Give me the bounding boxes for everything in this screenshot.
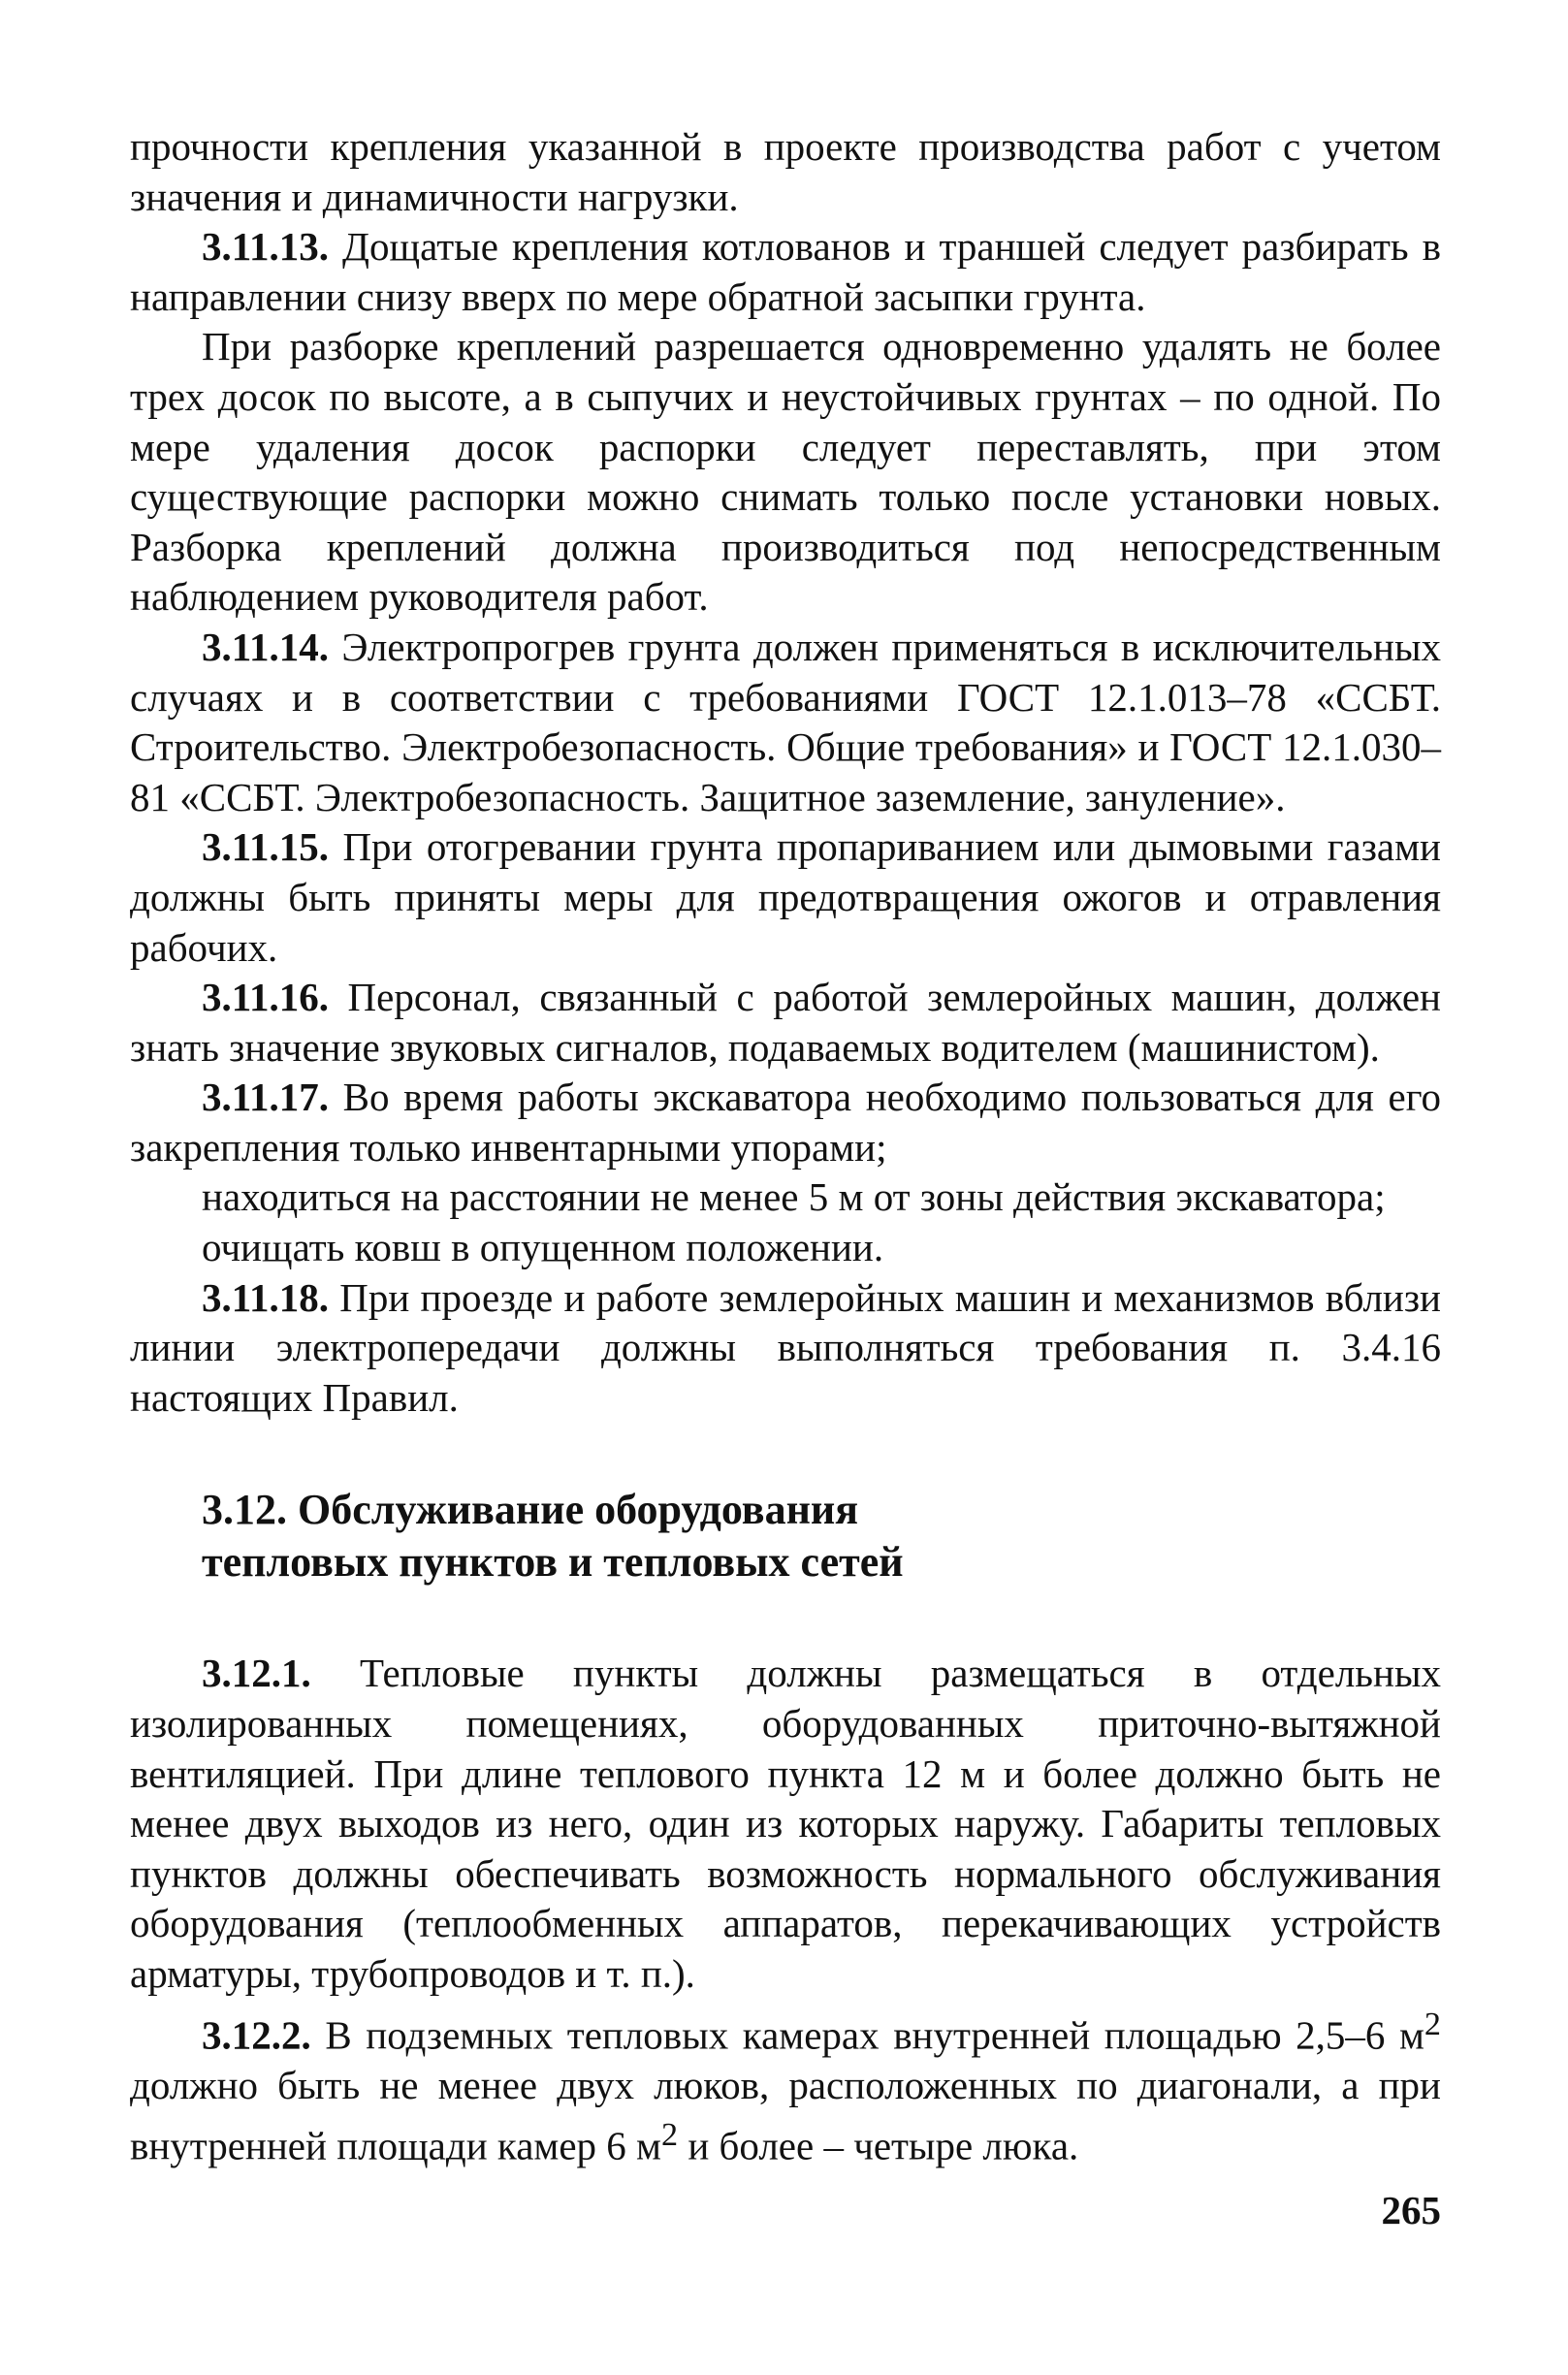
- clause-text-part: и более – четыре люка.: [678, 2124, 1079, 2169]
- clause-text: Дощатые крепления котлованов и траншей следует разбирать в направлении снизу вверх по мере обратной засыпки грунта.: [130, 224, 1441, 319]
- clause-text-part: должно быть не менее двух люков, расположенных по диагонали, а при внутренней площади камер 6 м: [130, 2062, 1441, 2169]
- clause-text: Во время работы экскаватора необходимо пользоваться для его закрепления только инвентарными упорами;: [130, 1075, 1441, 1170]
- clause-text-part: В подземных тепловых камерах внутренней площадью 2,5–6 м: [310, 2012, 1424, 2058]
- clause-number: 3.12.2.: [202, 2012, 311, 2058]
- paragraph: При разборке креплений разрешается одновременно удалять не более трех досок по высоте, а в сыпучих и неустойчивых грунтах – по одной. По мере удаления досок распорки следует переставлять, при этом существующие распорки можно снимать только после установки новых. Разборка креплений должна производиться под непосредственным наблюдением руководителя работ.: [130, 324, 1441, 620]
- clause-text: При проезде и работе землеройных машин и механизмов вблизи линии электропередачи должны выполняться требования п. 3.4.16 настоящих Правил.: [130, 1274, 1441, 1420]
- clause-3-12-1: [130, 1649, 1441, 1999]
- clause-number: 3.11.15.: [202, 824, 329, 870]
- clause-text: Персонал, связанный с работой землеройных машин, должен знать значение звуковых сигналов, подаваемых водителем (машинистом).: [130, 975, 1441, 1070]
- clause-text: При отогревании грунта пропариванием или дымовыми газами должны быть приняты меры для предотвращения ожогов и отравления рабочих.: [130, 824, 1441, 970]
- clause-text: Тепловые пункты должны размещаться в отдельных изолированных помещениях, оборудованных приточно-вытяжной вентиляцией. При длине теплового пункта 12 м и более должно быть не менее двух выходов из него, один из которых наружу. Габариты тепловых пунктов должны обеспечивать возможность нормального обслуживания оборудования (теплообменных аппаратов, перекачивающих устройств арматуры, трубопроводов и т. п.).: [130, 1651, 1441, 1996]
- superscript: 2: [661, 2117, 679, 2154]
- clause-number: 3.11.13.: [202, 224, 329, 270]
- clause-number: 3.11.14.: [202, 624, 329, 669]
- clause-3-11-13: [130, 222, 1441, 322]
- clause-3-11-16: [130, 973, 1441, 1073]
- page-number: 265: [1381, 2188, 1441, 2232]
- superscript: 2: [1424, 2006, 1441, 2042]
- paragraph: находиться на расстоянии не менее 5 м от зоны действия экскаватора;: [202, 1174, 1386, 1220]
- clause-3-11-17: [130, 1073, 1441, 1172]
- section-heading: [202, 1484, 1441, 1589]
- clause-3-11-18: [130, 1273, 1441, 1424]
- clause-number: 3.11.18.: [202, 1274, 329, 1320]
- section-heading-line-2: тепловых пунктов и тепловых сетей: [202, 1538, 904, 1587]
- clause-3-12-2: [130, 2000, 1441, 2172]
- document-page: [130, 122, 1441, 2172]
- clause-3-11-15: [130, 822, 1441, 973]
- section-heading-line-1: 3.12. Обслуживание оборудования: [202, 1486, 859, 1534]
- clause-3-11-14: [130, 623, 1441, 822]
- clause-text: Электропрогрев грунта должен применяться в исключительных случаях и в соответствии с требованиями ГОСТ 12.1.013–78 «ССБТ. Строительство. Электробезопасность. Общие требования» и ГОСТ 12.1.030–81 «ССБТ. Электробезопасность. Защитное заземление, зануление».: [130, 624, 1441, 819]
- paragraph-continuation: прочности крепления указанной в проекте производства работ с учетом значения и динамичности нагрузки.: [130, 124, 1441, 219]
- clause-number: 3.12.1.: [202, 1651, 311, 1696]
- paragraph: очищать ковш в опущенном положении.: [202, 1225, 884, 1270]
- clause-number: 3.11.16.: [202, 975, 329, 1020]
- clause-number: 3.11.17.: [202, 1075, 329, 1120]
